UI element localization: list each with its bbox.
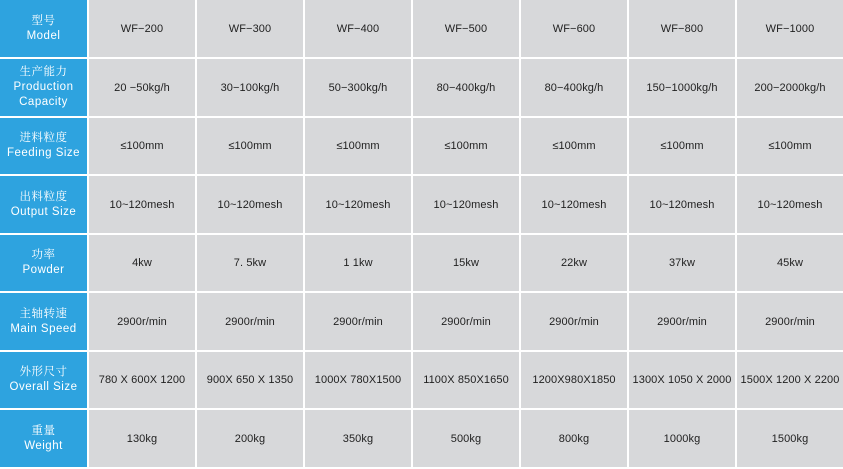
table-cell: 900X 650 X 1350 xyxy=(197,352,305,410)
table-cell: 30−100kg/h xyxy=(197,59,305,118)
row-label-cn: 功率 xyxy=(31,249,56,261)
table-cell: 45kw xyxy=(737,235,843,293)
row-production-capacity xyxy=(0,59,843,118)
table-cell: WF−1000 xyxy=(737,0,843,59)
table-cell: WF−500 xyxy=(413,0,521,59)
table-cell: 130kg xyxy=(89,410,197,469)
table-cell: 2900r/min xyxy=(629,293,737,352)
table-cell: 2900r/min xyxy=(89,293,197,352)
table-cell: WF−400 xyxy=(305,0,413,59)
row-label-cn: 外形尺寸 xyxy=(19,366,68,378)
table-cell: ≤100mm xyxy=(89,118,197,176)
table-cell: 2900r/min xyxy=(197,293,305,352)
table-cell: 10~120mesh xyxy=(89,176,197,235)
row-header-weight xyxy=(0,410,89,469)
row-header-feeding-size xyxy=(0,118,89,176)
row-label-en: Powder xyxy=(22,264,65,276)
table-cell: 1000kg xyxy=(629,410,737,469)
row-label-cn: 生产能力 xyxy=(19,66,68,78)
row-label-cn: 出料粒度 xyxy=(19,190,68,203)
row-label-cn: 重量 xyxy=(31,424,56,437)
row-feeding-size xyxy=(0,118,843,176)
table-cell: 200kg xyxy=(197,410,305,469)
table-cell: 1000X 780X1500 xyxy=(305,352,413,410)
table-cell: 10~120mesh xyxy=(521,176,629,235)
row-header-main-speed xyxy=(0,293,89,352)
table-cell: 10~120mesh xyxy=(629,176,737,235)
table-cell: 15kw xyxy=(413,235,521,293)
table-cell: 150−1000kg/h xyxy=(629,59,737,118)
table-cell: 1100X 850X1650 xyxy=(413,352,521,410)
table-cell: ≤100mm xyxy=(305,118,413,176)
table-cell: 500kg xyxy=(413,410,521,469)
table-cell: 80−400kg/h xyxy=(521,59,629,118)
row-overall-size xyxy=(0,352,843,410)
table-cell: ≤100mm xyxy=(413,118,521,176)
row-label-en: Weight xyxy=(24,439,63,452)
table-cell: 1 1kw xyxy=(305,235,413,293)
table-cell: 10~120mesh xyxy=(197,176,305,235)
table-cell: 2900r/min xyxy=(413,293,521,352)
table-cell: 37kw xyxy=(629,235,737,293)
row-label-cn: 主轴转速 xyxy=(19,307,68,320)
row-label-cn: 进料粒度 xyxy=(19,132,68,144)
table-cell: 1500kg xyxy=(737,410,843,469)
table-cell: 2900r/min xyxy=(521,293,629,352)
table-cell: 10~120mesh xyxy=(305,176,413,235)
table-cell: 800kg xyxy=(521,410,629,469)
row-label-en: Model xyxy=(26,29,61,42)
table-cell: 780 X 600X 1200 xyxy=(89,352,197,410)
table-cell: 200−2000kg/h xyxy=(737,59,843,118)
table-cell: 10~120mesh xyxy=(737,176,843,235)
table-cell: 1500X 1200 X 2200 xyxy=(737,352,843,410)
row-header-model xyxy=(0,0,89,59)
table-cell: 4kw xyxy=(89,235,197,293)
table-cell: 350kg xyxy=(305,410,413,469)
row-label-en: Feeding Size xyxy=(6,147,81,159)
row-label-en: Output Size xyxy=(10,205,77,218)
table-cell: 7. 5kw xyxy=(197,235,305,293)
table-cell: ≤100mm xyxy=(629,118,737,176)
table-cell: 50−300kg/h xyxy=(305,59,413,118)
table-cell: 80−400kg/h xyxy=(413,59,521,118)
table-cell: ≤100mm xyxy=(521,118,629,176)
table-cell: 1200X980X1850 xyxy=(521,352,629,410)
table-cell: WF−300 xyxy=(197,0,305,59)
table-cell: 20 −50kg/h xyxy=(89,59,197,118)
table-cell: WF−600 xyxy=(521,0,629,59)
row-header-production-capacity xyxy=(0,59,89,118)
row-label-en: Main Speed xyxy=(10,322,77,335)
table-cell: 2900r/min xyxy=(305,293,413,352)
table-cell: 22kw xyxy=(521,235,629,293)
row-output-size xyxy=(0,176,843,235)
row-powder xyxy=(0,235,843,293)
row-header-powder xyxy=(0,235,89,293)
row-label-en: Production Capacity xyxy=(13,81,74,108)
table-cell: WF−200 xyxy=(89,0,197,59)
row-header-output-size xyxy=(0,176,89,235)
row-label-cn: 型号 xyxy=(31,14,56,27)
row-label-en: Overall Size xyxy=(9,381,78,393)
table-cell: 10~120mesh xyxy=(413,176,521,235)
row-header-overall-size xyxy=(0,352,89,410)
table-cell: ≤100mm xyxy=(737,118,843,176)
table-cell: 2900r/min xyxy=(737,293,843,352)
row-weight xyxy=(0,410,843,469)
table-cell: 1300X 1050 X 2000 xyxy=(629,352,737,410)
row-main-speed xyxy=(0,293,843,352)
table-cell: ≤100mm xyxy=(197,118,305,176)
row-model xyxy=(0,0,843,59)
table-cell: WF−800 xyxy=(629,0,737,59)
